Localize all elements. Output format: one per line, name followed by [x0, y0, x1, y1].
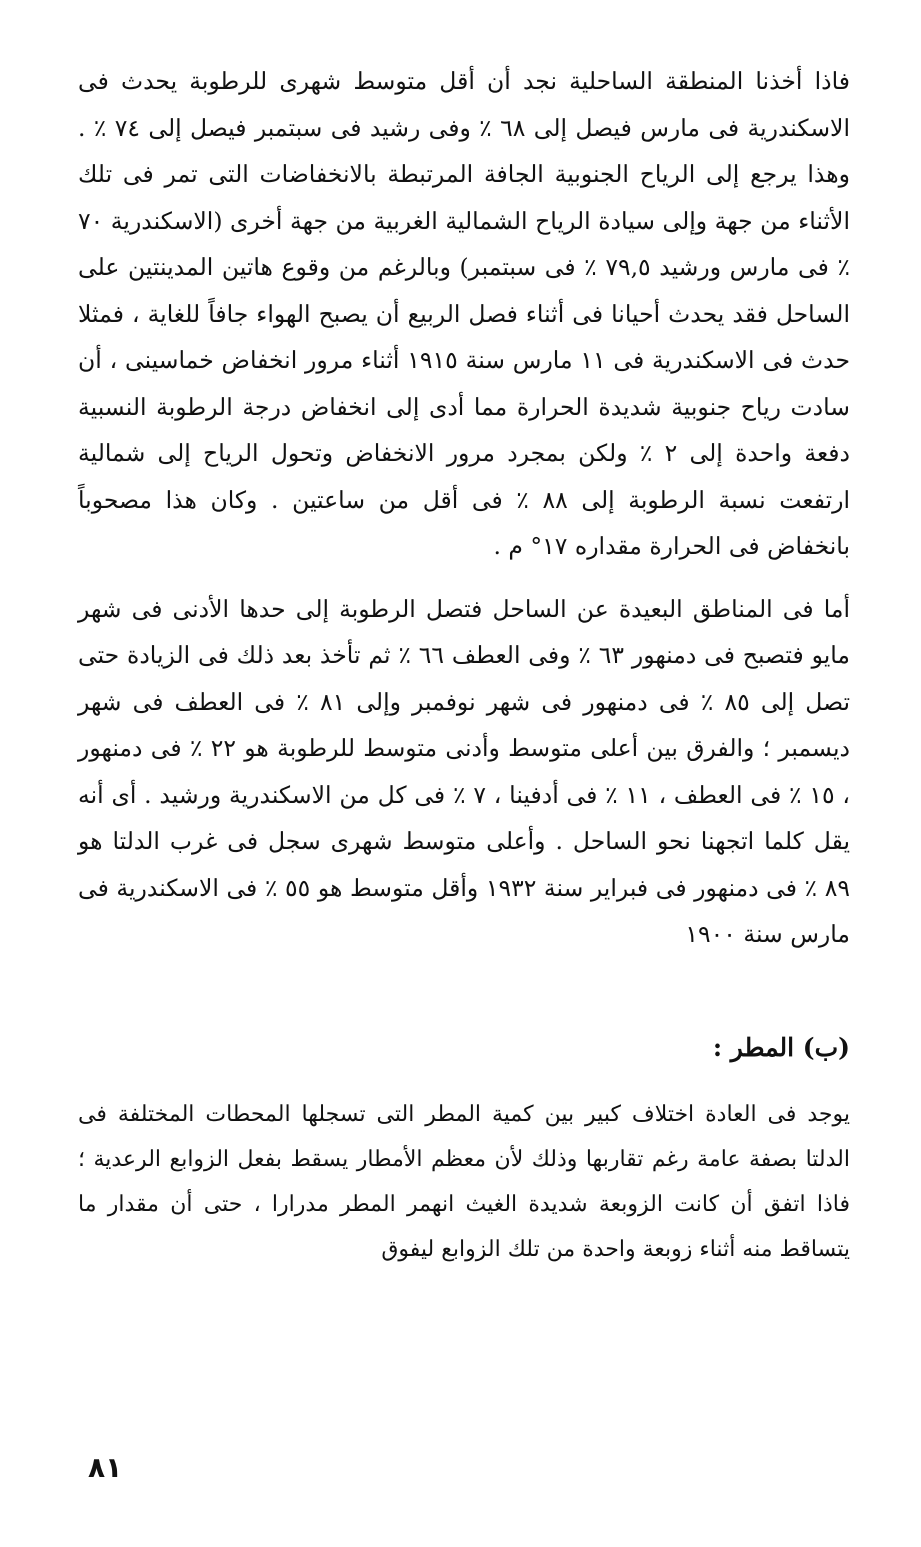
paragraph-rain: يوجد فى العادة اختلاف كبير بين كمية المطر التى تسجلها المحطات المختلفة فى الدلتا بصفة عامة رغم تقاربها وذلك لأن معظم الأمطار يسقط بفعل الزوابع الرعدية ؛ فاذا اتفق أن كانت الزوبعة شديدة الغيث انهمر المطر مدرارا ، حتى أن مقدار ما يتساقط منه أثناء زوبعة واحدة من تلك الزوابع ليفوق [78, 1101, 850, 1262]
page-body [78, 58, 850, 1272]
paragraph-inland-humidity: أما فى المناطق البعيدة عن الساحل فتصل الرطوبة إلى حدها الأدنى فى شهر مايو فتصبح فى دمنهور ٦٣ ٪ وفى العطف ٦٦ ٪ ثم تأخذ بعد ذلك فى الزيادة حتى تصل إلى ٨٥ ٪ فى دمنهور فى شهر نوفمبر وإلى ٨١ ٪ فى العطف فى شهر ديسمبر ؛ والفرق بين أعلى متوسط وأدنى متوسط للرطوبة هو ٢٢ ٪ فى دمنهور ، ١٥ ٪ فى العطف ، ١١ ٪ فى أدفينا ، ٧ ٪ فى كل من الاسكندرية ورشيد . أى أنه يقل كلما اتجهنا نحو الساحل . وأعلى متوسط شهرى سجل فى غرب الدلتا هو ٨٩ ٪ فى دمنهور فى فبراير سنة ١٩٣٢ وأقل متوسط هو ٥٥ ٪ فى الاسكندرية فى مارس سنة ١٩٠٠ [78, 594, 850, 948]
paragraph-coastal-humidity: فاذا أخذنا المنطقة الساحلية نجد أن أقل متوسط شهرى للرطوبة يحدث فى الاسكندرية فى مارس فيصل إلى ٦٨ ٪ وفى رشيد فى سبتمبر فيصل إلى ٧٤ ٪ . وهذا يرجع إلى الرياح الجنوبية الجافة المرتبطة بالانخفاضات التى تمر فى تلك الأثناء من جهة وإلى سيادة الرياح الشمالية الغربية من جهة أخرى (الاسكندرية ٧٠ ٪ فى مارس ورشيد ٧٩,٥ ٪ فى سبتمبر) وبالرغم من وقوع هاتين المدينتين على الساحل فقد يحدث أحيانا فى أثناء فصل الربيع أن يصبح الهواء جافاً للغاية ، فمثلا حدث فى الاسكندرية فى ١١ مارس سنة ١٩١٥ أثناء مرور انخفاض خماسينى ، أن سادت رياح جنوبية شديدة الحرارة مما أدى إلى انخفاض درجة الرطوبة النسبية دفعة واحدة إلى ٢ ٪ ولكن بمجرد مرور الانخفاض وتحول الرياح إلى شمالية ارتفعت نسبة الرطوبة إلى ٨٨ ٪ فى أقل من ساعتين . وكان هذا مصحوباً بانخفاض فى الحرارة مقداره ١٧° م . [78, 67, 851, 560]
section-heading-rain: (ب) المطر : [712, 1032, 850, 1062]
page-number: ٨١ [88, 1451, 123, 1484]
